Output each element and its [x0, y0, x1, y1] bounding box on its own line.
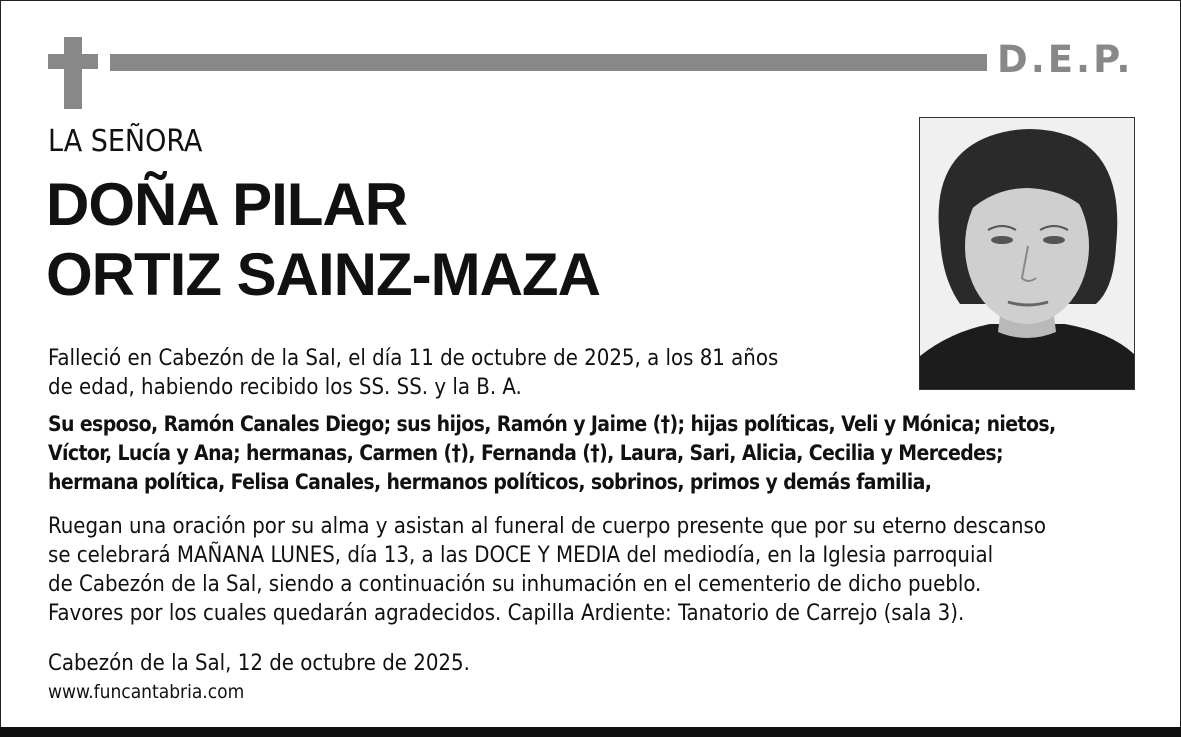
deceased-name [46, 170, 600, 310]
place-date: Cabezón de la Sal, 12 de octubre de 2025. [48, 651, 470, 676]
website-link[interactable]: www.funcantabria.com [48, 681, 245, 703]
death-notice-line: de edad, habiendo recibido los SS. SS. y la B. A. [48, 375, 522, 400]
title-prefix: LA SEÑORA [48, 124, 203, 159]
name-line-2: ORTIZ SAINZ-MAZA [46, 241, 600, 308]
dep-label: D.E.P. [997, 38, 1134, 81]
funeral-line: Ruegan una oración por su alma y asistan al funeral de cuerpo presente que por su eterno descanso [48, 514, 1046, 539]
bottom-border [0, 727, 1181, 737]
funeral-line: Favores por los cuales quedarán agradecidos. Capilla Ardiente: Tanatorio de Carrejo (sala 3). [48, 601, 965, 626]
latin-cross-icon-arm [48, 54, 98, 69]
family-line: hermana política, Felisa Canales, hermanos políticos, sobrinos, primos y demás familia, [48, 470, 932, 494]
latin-cross-icon [64, 37, 82, 109]
family-line: Víctor, Lucía y Ana; hermanas, Carmen (†), Fernanda (†), Laura, Sari, Alicia, Cecilia y Mercedes; [48, 441, 1003, 465]
funeral-text [48, 512, 1046, 628]
name-line-1: DOÑA PILAR [46, 171, 408, 238]
death-notice-text [48, 344, 778, 402]
family-line: Su esposo, Ramón Canales Diego; sus hijos, Ramón y Jaime (†); hijas políticas, Veli y Mónica; nietos, [48, 412, 1056, 436]
header-rule [110, 54, 987, 71]
death-notice-line: Falleció en Cabezón de la Sal, el día 11 de octubre de 2025, a los 81 años [48, 346, 779, 371]
portrait-illustration [920, 118, 1134, 389]
portrait-photo [919, 117, 1135, 390]
funeral-line: se celebrará MAÑANA LUNES, día 13, a las DOCE Y MEDIA del mediodía, en la Iglesia parroquial [48, 543, 994, 568]
funeral-line: de Cabezón de la Sal, siendo a continuación su inhumación en el cementerio de dicho pueblo. [48, 572, 982, 597]
family-list-text [48, 410, 1056, 497]
